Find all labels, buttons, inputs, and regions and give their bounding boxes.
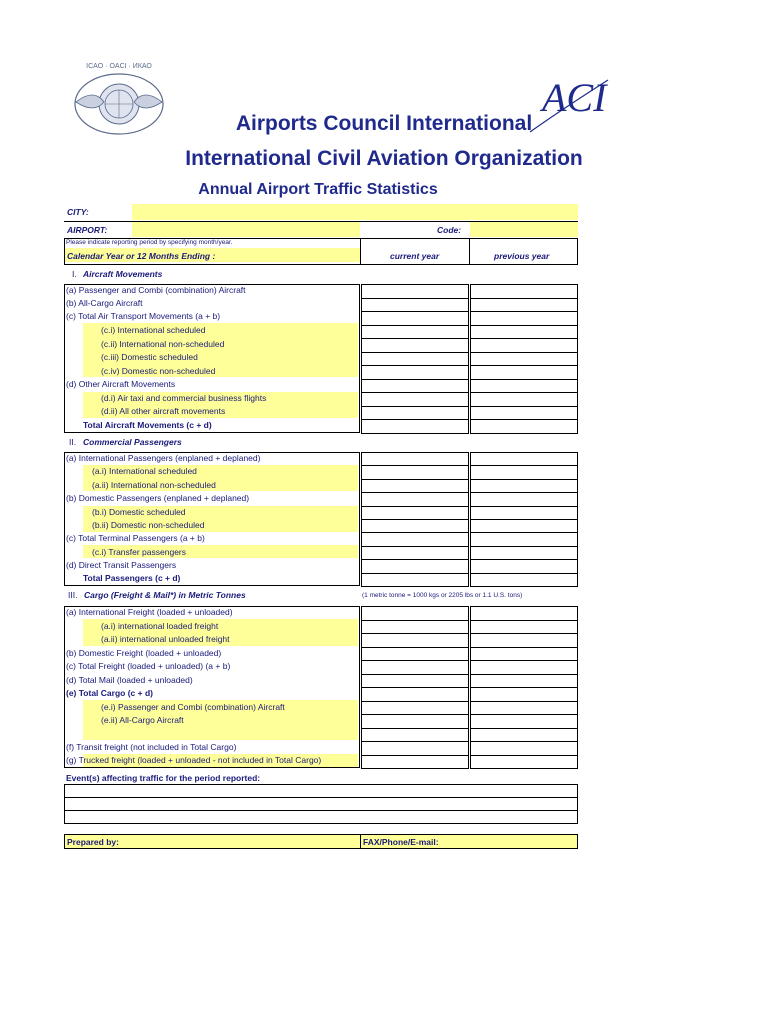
value-cell[interactable] (361, 728, 469, 743)
value-cell[interactable] (361, 392, 469, 407)
org-icao-title: International Civil Aviation Organization (185, 147, 583, 170)
s1-row-b: (b) All-Cargo Aircraft (66, 298, 143, 308)
s2-row-a: (a) International Passengers (enplaned + deplaned) (66, 453, 261, 463)
s1-row-ci: (c.i) International scheduled (101, 325, 206, 335)
value-cell[interactable] (470, 379, 578, 394)
value-cell[interactable] (361, 660, 469, 675)
value-cell[interactable] (470, 365, 578, 380)
section-1-num: I. (72, 269, 77, 279)
period-label: Calendar Year or 12 Months Ending : (67, 251, 216, 261)
value-cell[interactable] (470, 406, 578, 421)
value-cell[interactable] (361, 325, 469, 340)
s3-row-g: (g) Trucked freight (loaded + unloaded - not included in Total Cargo) (66, 755, 322, 765)
section-2-num: II. (69, 437, 77, 447)
value-cell[interactable] (361, 298, 469, 313)
value-cell[interactable] (361, 311, 469, 326)
section-3-title: Cargo (Freight & Mail*) in Metric Tonnes (84, 590, 246, 600)
value-cell[interactable] (470, 492, 578, 506)
value-cell[interactable] (361, 338, 469, 353)
code-field[interactable] (470, 222, 578, 237)
city-field[interactable] (132, 204, 578, 220)
s3-row-b: (b) Domestic Freight (loaded + unloaded) (66, 648, 222, 658)
section-2-title: Commercial Passengers (83, 437, 182, 447)
value-cell[interactable] (361, 573, 469, 587)
value-cell[interactable] (470, 532, 578, 546)
value-cell[interactable] (470, 573, 578, 587)
value-cell[interactable] (470, 392, 578, 407)
value-cell[interactable] (470, 506, 578, 520)
value-cell[interactable] (470, 338, 578, 353)
value-cell[interactable] (470, 633, 578, 648)
s3-row-aii: (a.ii) international unloaded freight (101, 634, 230, 644)
s2-row-ci: (c.i) Transfer passengers (92, 547, 187, 557)
value-cell[interactable] (470, 311, 578, 326)
value-cell[interactable] (361, 606, 469, 621)
s1-row-civ: (c.iv) Domestic non-scheduled (101, 366, 216, 376)
value-cell[interactable] (361, 519, 469, 533)
value-cell[interactable] (470, 755, 578, 770)
s1-row-ciii: (c.iii) Domestic scheduled (101, 352, 198, 362)
section-3-num: III. (68, 590, 78, 600)
value-cell[interactable] (470, 419, 578, 434)
events-box[interactable] (64, 784, 578, 824)
s3-row-eii: (e.ii) All-Cargo Aircraft (101, 715, 184, 725)
value-cell[interactable] (470, 741, 578, 756)
airport-label: AIRPORT: (67, 225, 108, 235)
s2-row-total: Total Passengers (c + d) (83, 573, 181, 583)
value-cell[interactable] (361, 687, 469, 702)
value-cell[interactable] (470, 660, 578, 675)
value-cell[interactable] (361, 284, 469, 299)
s3-row-f: (f) Transit freight (not included in Total Cargo) (66, 742, 237, 752)
value-cell[interactable] (470, 284, 578, 299)
col-previous-year: previous year (494, 251, 550, 261)
prepared-by-field[interactable] (130, 836, 358, 847)
contact-label: FAX/Phone/E-mail: (363, 837, 439, 847)
value-cell[interactable] (361, 379, 469, 394)
s2-row-bii: (b.ii) Domestic non-scheduled (92, 520, 205, 530)
value-cell[interactable] (470, 465, 578, 479)
aci-logo-text: ACI (542, 75, 607, 120)
value-cell[interactable] (361, 633, 469, 648)
value-cell[interactable] (361, 492, 469, 506)
s2-row-c: (c) Total Terminal Passengers (a + b) (66, 533, 205, 543)
value-cell[interactable] (470, 452, 578, 466)
value-cell[interactable] (470, 298, 578, 313)
city-label: CITY: (67, 207, 89, 217)
value-cell[interactable] (361, 714, 469, 729)
events-label: Event(s) affecting traffic for the period reported: (66, 773, 261, 783)
value-cell[interactable] (470, 701, 578, 716)
airport-field[interactable] (132, 222, 360, 237)
s1-row-d: (d) Other Aircraft Movements (66, 379, 176, 389)
value-cell[interactable] (470, 647, 578, 662)
value-cell[interactable] (470, 352, 578, 367)
value-cell[interactable] (470, 728, 578, 743)
value-cell[interactable] (470, 559, 578, 573)
value-cell[interactable] (361, 419, 469, 434)
section-3-note: (1 metric tonne = 1000 kgs or 2205 lbs or 1.1 U.S. tons) (362, 592, 523, 599)
org-aci-title: Airports Council International (235, 112, 533, 135)
value-cell[interactable] (470, 714, 578, 729)
value-cell[interactable] (361, 559, 469, 573)
s1-row-di: (d.i) Air taxi and commercial business flights (101, 393, 267, 403)
value-cell[interactable] (470, 519, 578, 533)
s2-row-ai: (a.i) International scheduled (92, 466, 197, 476)
value-cell[interactable] (361, 352, 469, 367)
value-cell[interactable] (470, 687, 578, 702)
value-cell[interactable] (470, 674, 578, 689)
value-cell[interactable] (361, 406, 469, 421)
s1-row-c: (c) Total Air Transport Movements (a + b) (66, 311, 221, 321)
value-cell[interactable] (361, 755, 469, 770)
s3-row-a: (a) International Freight (loaded + unloaded) (66, 607, 233, 617)
value-cell[interactable] (361, 479, 469, 493)
value-cell[interactable] (470, 606, 578, 621)
period-note: Please indicate reporting period by specifying month/year. (66, 239, 233, 246)
value-cell[interactable] (361, 532, 469, 546)
s1-row-a: (a) Passenger and Combi (combination) Aircraft (66, 285, 246, 295)
s1-row-dii: (d.ii) All other aircraft movements (101, 406, 226, 416)
value-cell[interactable] (470, 546, 578, 560)
value-cell[interactable] (361, 546, 469, 560)
value-cell[interactable] (361, 701, 469, 716)
s2-row-b: (b) Domestic Passengers (enplaned + deplaned) (66, 493, 250, 503)
value-cell[interactable] (361, 506, 469, 520)
value-cell[interactable] (361, 647, 469, 662)
value-cell[interactable] (470, 479, 578, 493)
s2-row-bi: (b.i) Domestic scheduled (92, 507, 186, 517)
col-current-year: current year (390, 251, 440, 261)
s2-row-d: (d) Direct Transit Passengers (66, 560, 177, 570)
code-label: Code: (437, 225, 462, 235)
form-title: Annual Airport Traffic Statistics (198, 181, 438, 198)
s3-row-d: (d) Total Mail (loaded + unloaded) (66, 675, 193, 685)
value-cell[interactable] (361, 365, 469, 380)
s2-row-aii: (a.ii) International non-scheduled (92, 480, 216, 490)
s1-row-total: Total Aircraft Movements (c + d) (83, 420, 212, 430)
value-cell[interactable] (470, 620, 578, 635)
icao-logo-text: ICAO · OACI · ИКАО (86, 63, 152, 70)
s3-row-ei: (e.i) Passenger and Combi (combination) Aircraft (101, 702, 285, 712)
s3-row-c: (c) Total Freight (loaded + unloaded) (a + b) (66, 661, 231, 671)
s3-row-e: (e) Total Cargo (c + d) (66, 688, 153, 698)
value-cell[interactable] (361, 741, 469, 756)
s3-row-ai: (a.i) international loaded freight (101, 621, 219, 631)
s1-row-cii: (c.ii) International non-scheduled (101, 339, 225, 349)
section-1-title: Aircraft Movements (83, 269, 163, 279)
value-cell[interactable] (470, 325, 578, 340)
prepared-by-label: Prepared by: (67, 837, 119, 847)
contact-field[interactable] (440, 836, 576, 847)
value-cell[interactable] (361, 452, 469, 466)
value-cell[interactable] (361, 465, 469, 479)
value-cell[interactable] (361, 620, 469, 635)
value-cell[interactable] (361, 674, 469, 689)
